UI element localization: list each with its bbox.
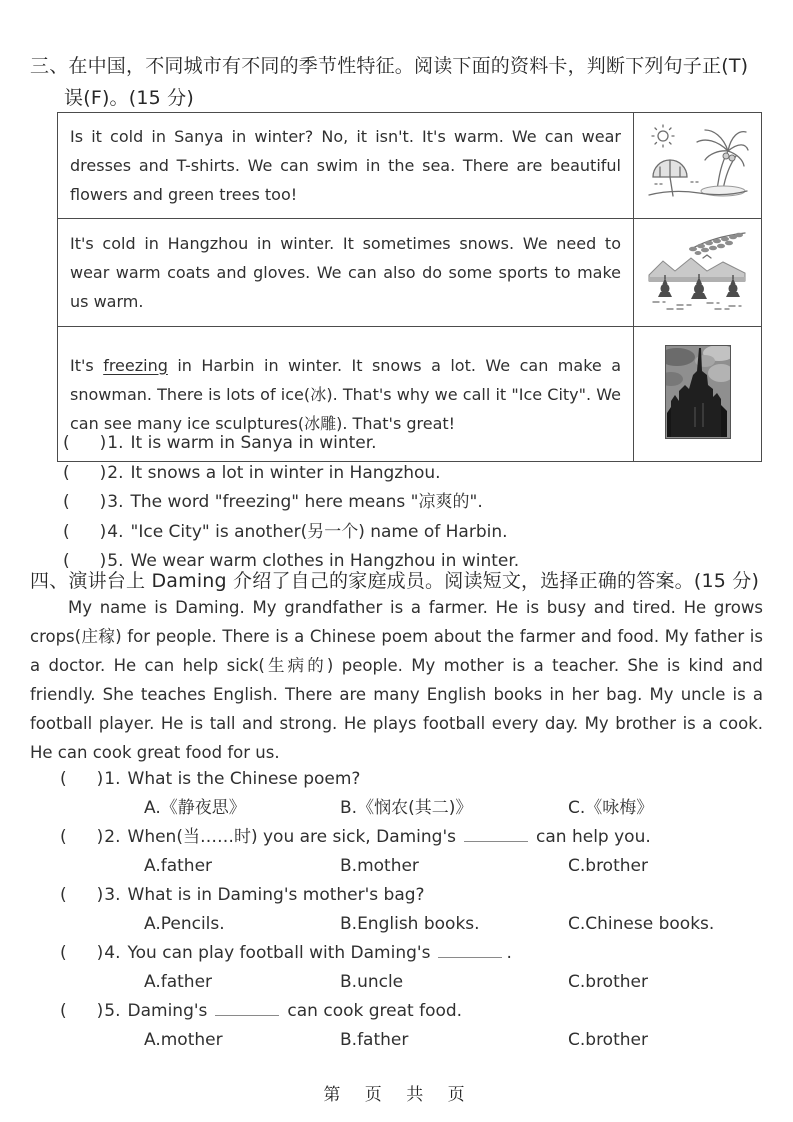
mc-options-3 <box>60 910 766 939</box>
reading-passage: My name is Daming. My grandfather is a farmer. He is busy and tired. He grows crops(庄稼) for people. There is a Chinese poem about the farmer and food. My father is a doctor. He can help sick(生病的) people. My mother is a teacher. She is kind and friendly. She teaches English. There are many English books in her bag. My uncle is a football player. He is tall and strong. He plays football every day. My brother is a cook. He can cook great food for us. <box>30 598 763 762</box>
answer-bracket: ( <box>63 521 70 542</box>
section3-title-line2: 误(F)。(15 分) <box>64 87 194 109</box>
section3-title <box>30 50 775 114</box>
answer-bracket: ( <box>63 462 70 483</box>
mc-question-1: ( )1. What is the Chinese poem? <box>60 769 361 789</box>
question-text: The word "freezing" here means "凉爽的". <box>130 492 483 512</box>
card-hangzhou-paragraph: It's cold in Hangzhou in winter. It sometimes snows. We need to wear warm coats and gloves. We can also do some sports to make us warm. <box>70 234 621 311</box>
sand-line <box>649 182 747 196</box>
tf-question-3: ( )3. The word "freezing" here means "凉爽的". <box>63 492 483 512</box>
question-text: We wear warm clothes in Hangzhou in winter. <box>130 551 520 571</box>
card-row-sanya <box>58 113 762 219</box>
question-text-post: can help you. <box>536 827 651 847</box>
mountains-icon <box>649 258 745 282</box>
option-a: A.Pencils. <box>144 914 225 934</box>
question-text: You can play football with Daming's <box>127 943 431 963</box>
sun-icon <box>652 125 674 147</box>
question-text: "Ice City" is another(另一个) name of Harbin. <box>130 521 508 542</box>
question-number: 3. <box>107 492 124 512</box>
fill-in-blank <box>215 1000 279 1016</box>
answer-bracket: ( <box>60 943 67 963</box>
card-image-cell-sanya <box>634 113 762 219</box>
option-a: A.mother <box>144 1030 223 1050</box>
option-a: A.father <box>144 972 213 992</box>
question-number: 2. <box>104 827 121 847</box>
option-b: B.mother <box>340 856 419 876</box>
question-text: It snows a lot in winter in Hangzhou. <box>130 462 441 483</box>
question-text: It is warm in Sanya in winter. <box>130 433 377 453</box>
tf-questions <box>63 429 753 577</box>
page-footer: 第 页 共 页 <box>323 1085 470 1105</box>
tf-question-5: ( )5. We wear warm clothes in Hangzhou in winter. <box>63 551 520 571</box>
reading-cards-table <box>57 112 762 462</box>
question-text: What is the Chinese poem? <box>127 769 361 789</box>
tf-question-4: ( )4. "Ice City" is another(另一个) name of Harbin. <box>63 521 508 542</box>
answer-bracket: ( <box>60 827 67 847</box>
card-image-cell-hangzhou <box>634 219 762 327</box>
card-harbin-post: in Harbin in winter. It snows a lot. We can make a snowman. There is lots of ice(冰). That's why we call it "Ice City". We can see many ice sculptures(冰雕). That's great! <box>70 355 621 433</box>
mc-question-5: ( )5. Daming's can cook great food. <box>60 1001 463 1021</box>
mc-question-3: ( )3. What is in Daming's mother's bag? <box>60 885 425 905</box>
option-c: C.brother <box>568 972 648 992</box>
section3-title-line1: 三、在中国，不同城市有不同的季节性特征。阅读下面的资料卡，判断下列句子正(T) <box>30 55 749 77</box>
card-sanya-paragraph: Is it cold in Sanya in winter? No, it isn't. It's warm. We can wear dresses and T-shirts. We can swim in the sea. There are beautiful flowers and green trees too! <box>70 127 621 204</box>
ice-castle-photo <box>665 345 731 439</box>
option-b: B.father <box>340 1030 409 1050</box>
tf-question-2: ( )2. It snows a lot in winter in Hangzhou. <box>63 462 441 483</box>
fill-in-blank <box>438 942 502 958</box>
question-number: 3. <box>104 885 121 905</box>
question-text-post: can cook great food. <box>287 1001 463 1021</box>
question-number: 5. <box>104 1001 121 1021</box>
card-text-hangzhou <box>58 219 634 327</box>
mc-question-2: ( )2. When(当……时) you are sick, Daming's can help you. <box>60 827 651 847</box>
mc-questions <box>60 765 766 1055</box>
question-number: 4. <box>107 521 124 542</box>
mc-options-1 <box>60 794 766 823</box>
answer-bracket: ( <box>60 769 67 789</box>
answer-bracket: ( <box>60 885 67 905</box>
question-text: When(当……时) you are sick, Daming's <box>127 827 457 847</box>
card-text-sanya <box>58 113 634 219</box>
card-row-hangzhou <box>58 219 762 327</box>
palm-tree-icon <box>697 130 748 190</box>
mc-options-5 <box>60 1026 766 1055</box>
section4-title: 四、演讲台上 Daming 介绍了自己的家庭成员。阅读短文，选择正确的答案。(15 分) <box>30 570 760 592</box>
beach-palm-sun-illustration <box>647 124 749 204</box>
question-text: Daming's <box>127 1001 208 1021</box>
question-text-post: . <box>506 943 512 963</box>
question-text: What is in Daming's mother's bag? <box>127 885 425 905</box>
tf-question-1: ( )1. It is warm in Sanya in winter. <box>63 433 377 453</box>
question-number: 4. <box>104 943 121 963</box>
answer-bracket: ( <box>63 492 70 512</box>
question-number: 5. <box>107 551 124 571</box>
fill-in-blank <box>464 826 528 842</box>
beach-umbrella-icon <box>653 160 687 196</box>
water-ripples-icon <box>653 302 741 309</box>
mc-question-4: ( )4. You can play football with Daming's . <box>60 943 512 963</box>
answer-bracket: ( <box>63 551 70 571</box>
option-c: C.《咏梅》 <box>568 798 654 818</box>
answer-bracket: ( <box>60 1001 67 1021</box>
card-harbin-pre: It's <box>70 355 104 375</box>
underlined-word-freezing: freezing <box>103 355 168 375</box>
option-c: C.brother <box>568 856 648 876</box>
answer-bracket: ( <box>63 433 70 453</box>
option-b: B.uncle <box>340 972 404 992</box>
question-number: 1. <box>104 769 121 789</box>
option-b: B.English books. <box>340 914 480 934</box>
option-b: B.《悯农(其二)》 <box>340 798 473 818</box>
option-a: A.《静夜思》 <box>144 798 246 818</box>
west-lake-illustration <box>647 231 749 311</box>
question-number: 2. <box>107 462 124 483</box>
willow-branch-icon <box>689 232 745 257</box>
option-c: C.brother <box>568 1030 648 1050</box>
option-a: A.father <box>144 856 213 876</box>
mc-options-2 <box>60 852 766 881</box>
mc-options-4 <box>60 968 766 997</box>
option-c: C.Chinese books. <box>568 914 715 934</box>
question-number: 1. <box>107 433 124 453</box>
